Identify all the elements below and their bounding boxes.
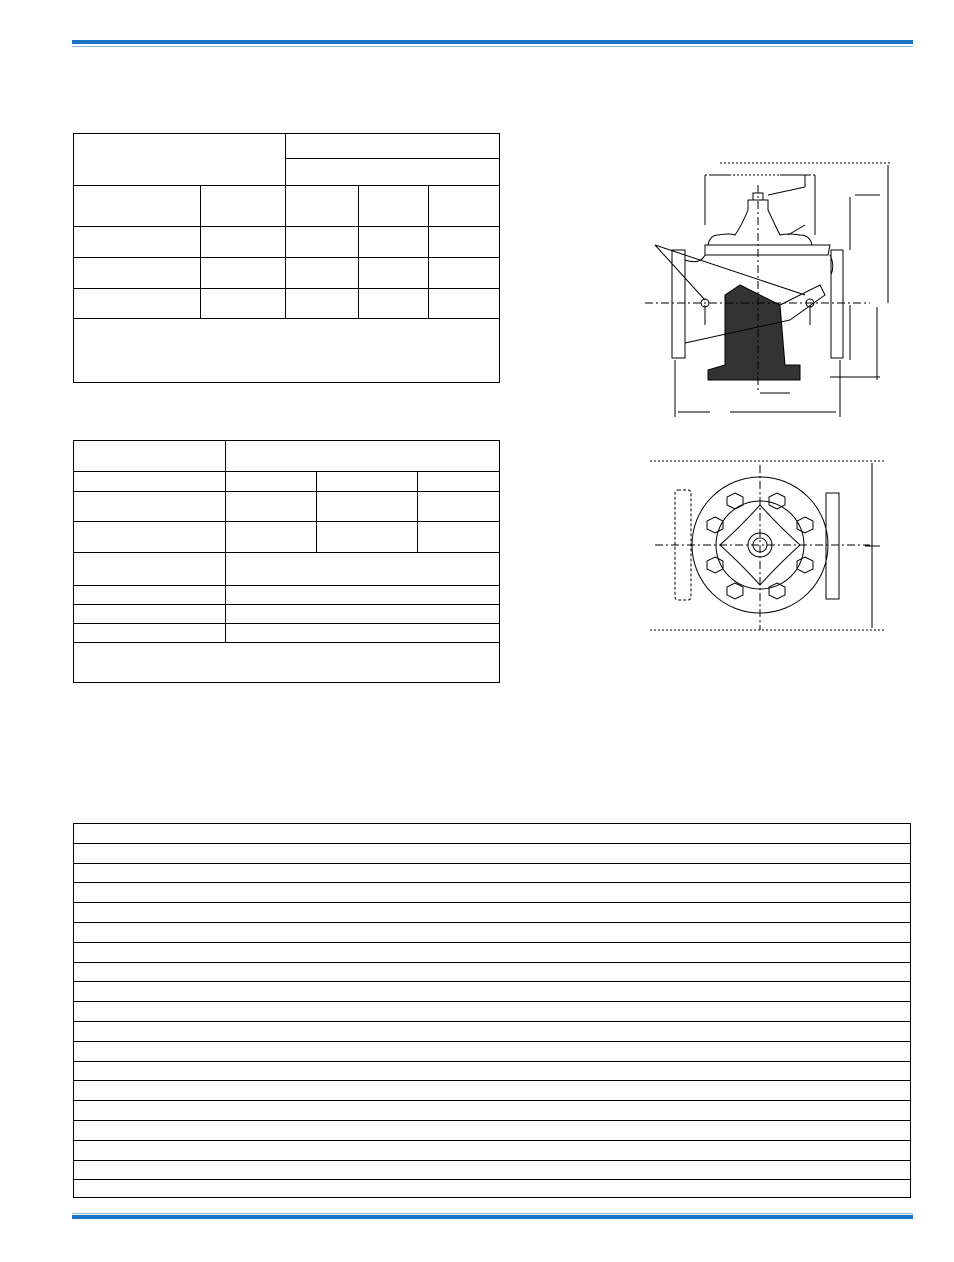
bolt-icon	[727, 493, 743, 509]
parts-list-row	[74, 1141, 910, 1161]
table2-header-label	[74, 441, 226, 472]
bonnet-flange	[705, 245, 830, 255]
parts-list-row	[74, 982, 910, 1002]
table2-cell	[418, 522, 500, 553]
table2-cell	[226, 522, 317, 553]
table2-cell	[226, 605, 500, 624]
table1-cell	[359, 186, 429, 227]
leader-line	[788, 225, 805, 235]
parts-list-row	[74, 1062, 910, 1082]
table1-cell	[286, 186, 359, 227]
table2-cell	[74, 586, 226, 605]
table2-cell	[418, 472, 500, 492]
table1-header-group	[286, 134, 500, 159]
table1-cell	[429, 227, 500, 258]
table2-cell	[226, 472, 317, 492]
table2-header-group	[226, 441, 500, 472]
table1-cell	[286, 258, 359, 289]
parts-list-row	[74, 824, 910, 844]
footer-rule	[72, 1215, 913, 1219]
table2-cell	[74, 472, 226, 492]
table2-note	[74, 643, 500, 683]
leader-line	[768, 187, 805, 195]
table1-cell	[359, 289, 429, 319]
table2-cell	[226, 492, 317, 522]
parts-list-table	[73, 823, 911, 1198]
parts-list-row	[74, 1042, 910, 1062]
parts-list-row	[74, 864, 910, 884]
table1-cell	[201, 289, 286, 319]
table2-cell	[418, 492, 500, 522]
table1-cell	[429, 258, 500, 289]
parts-list-row	[74, 923, 910, 943]
table1-header-label	[74, 134, 286, 186]
table1-note	[74, 319, 500, 383]
valve-body	[708, 285, 800, 380]
bonnet-cover	[708, 200, 812, 245]
table1-cell	[201, 258, 286, 289]
body-outlet	[780, 285, 825, 320]
table1-cell	[429, 186, 500, 227]
header-rule-thin	[72, 46, 913, 47]
bolt-icon	[727, 583, 743, 599]
parts-list-row	[74, 1002, 910, 1022]
table1-cell	[74, 289, 201, 319]
spec-table-1	[73, 133, 500, 383]
table2-cell	[317, 472, 418, 492]
table1-cell	[74, 227, 201, 258]
table2-cell	[317, 522, 418, 553]
parts-list-row	[74, 943, 910, 963]
parts-list-row	[74, 963, 910, 983]
table2-cell	[74, 522, 226, 553]
table1-header-subgroup	[286, 159, 500, 186]
table1-cell	[429, 289, 500, 319]
parts-list-row	[74, 903, 910, 923]
table2-cell	[74, 553, 226, 586]
table1-cell	[201, 227, 286, 258]
parts-list-row	[74, 1022, 910, 1042]
valve-side-view-diagram	[640, 155, 900, 425]
parts-list-row	[74, 883, 910, 903]
table1-cell	[74, 258, 201, 289]
table2-cell	[74, 492, 226, 522]
parts-list-row	[74, 1101, 910, 1121]
parts-list-row	[74, 1121, 910, 1141]
table1-cell	[286, 227, 359, 258]
parts-list-row	[74, 1161, 910, 1181]
table1-cell	[74, 186, 201, 227]
footer-rule-thin	[72, 1213, 913, 1214]
table2-cell	[74, 605, 226, 624]
valve-top-view-diagram	[640, 455, 900, 635]
table2-cell	[226, 586, 500, 605]
table1-cell	[286, 289, 359, 319]
spec-table-2	[73, 440, 500, 683]
table2-cell	[226, 624, 500, 643]
table1-cell	[359, 258, 429, 289]
table1-cell	[359, 227, 429, 258]
header-rule	[72, 40, 913, 44]
parts-list-row	[74, 844, 910, 864]
body-neck	[685, 255, 833, 275]
parts-list-row	[74, 1180, 910, 1200]
table2-cell	[317, 492, 418, 522]
table1-cell	[201, 186, 286, 227]
table2-cell	[226, 553, 500, 586]
table2-cell	[74, 624, 226, 643]
bolt-icon	[769, 493, 785, 509]
parts-list-row	[74, 1081, 910, 1101]
